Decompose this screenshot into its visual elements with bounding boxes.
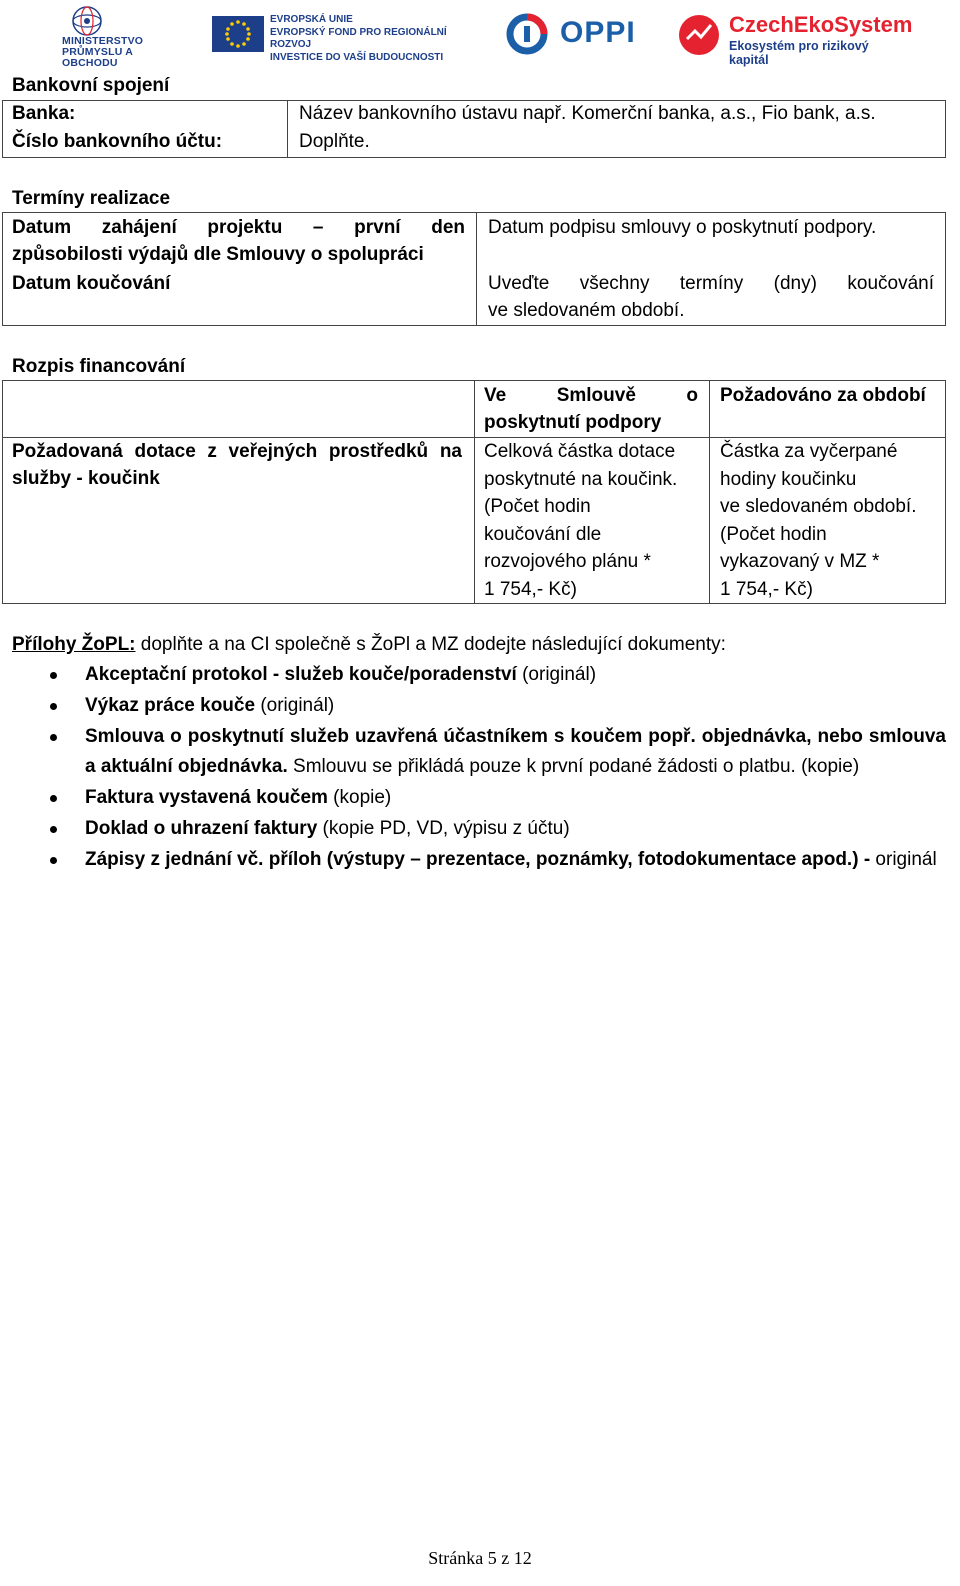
bullet-icon (50, 826, 57, 833)
bank-label: Banka: (12, 103, 76, 124)
contract-value: Celková částka dotace poskytnuté na koučink. (Počet hodin koučování dle rozvojového plánu * 1 754,- Kč) (484, 441, 678, 600)
contract-header-line2: poskytnutí podpory (484, 412, 662, 433)
start-date-label-line1: Datum zahájení projektu – první den (12, 217, 465, 238)
ces-emblem-icon (677, 13, 721, 57)
attachment-item: Doklad o uhrazení faktury (kopie PD, VD, výpisu z účtu) (40, 814, 946, 844)
czechekosystem-logo (677, 12, 913, 67)
period-value: Částka za vyčerpané hodiny koučinku ve sledovaném období. (Počet hodin vykazovaný v MZ * 1 754,- Kč) (720, 441, 917, 600)
coaching-date-value-line2: ve sledovaném období. (488, 300, 685, 321)
attachment-item: Faktura vystavená koučem (kopie) (40, 783, 946, 813)
bullet-icon (50, 734, 57, 741)
contract-header-line1: Ve Smlouvě o (484, 385, 698, 406)
account-label: Číslo bankovního účtu: (12, 131, 223, 152)
attachment-item: Smlouva o poskytnutí služeb uzavřená účastníkem s koučem popř. objednávka, nebo smlouva a aktuální objednávka. Smlouvu se přikládá pouze k první podané žádosti o platbu. (kopie) (40, 722, 946, 782)
mpo-emblem-icon (62, 4, 112, 38)
bank-table-divider (287, 100, 288, 158)
bullet-icon (50, 857, 57, 864)
bank-heading: Bankovní spojení (12, 75, 170, 96)
attachment-item: Akceptační protokol - služeb kouče/poradenství (originál) (40, 660, 946, 690)
bullet-icon (50, 703, 57, 710)
eu-flag-icon (212, 16, 264, 54)
eu-logo-text: EVROPSKÁ UNIE EVROPSKÝ FOND PRO REGIONÁLNÍ ROZVOJ INVESTICE DO VAŠÍ BUDOUCNOSTI (270, 14, 447, 63)
attachment-item: Zápisy z jednání vč. příloh (výstupy – prezentace, poznámky, fotodokumentace apod.) - originál (40, 845, 946, 875)
mpo-logo-text: MINISTERSTVO PRŮMYSLU A OBCHODU (62, 35, 144, 69)
bullet-icon (50, 672, 57, 679)
terms-table-divider (476, 212, 477, 326)
subsidy-label-line2: služby - koučink (12, 468, 160, 489)
eu-logo (212, 14, 460, 63)
start-date-label-line2: způsobilosti výdajů dle Smlouvy o spolupráci (12, 244, 424, 265)
attachments-intro (12, 634, 726, 656)
bullet-icon (50, 795, 57, 802)
terms-heading: Termíny realizace (12, 188, 171, 209)
financing-divider-2 (709, 380, 710, 604)
oppi-emblem-icon (505, 12, 553, 56)
financing-heading: Rozpis financování (12, 356, 186, 377)
page-number: Stránka 5 z 12 (428, 1548, 532, 1568)
attachments-intro-text: doplňte a na CI společně s ŽoPl a MZ dodejte následující dokumenty: (135, 634, 726, 655)
mpo-logo (62, 4, 174, 69)
attachments-intro-label: Přílohy ŽoPL: (12, 634, 136, 655)
ces-logo-subtitle: Ekosystém pro rizikový kapitál (729, 39, 869, 67)
start-date-value: Datum podpisu smlouvy o poskytnutí podpory. (488, 217, 877, 238)
ces-logo-title: CzechEkoSystem (729, 12, 913, 37)
coaching-date-label: Datum koučování (12, 273, 171, 294)
bank-value: Název bankovního ústavu např. Komerční banka, a.s., Fio bank, a.s. (299, 103, 876, 124)
attachments-list (40, 660, 946, 876)
oppi-logo-text: OPPI (560, 16, 636, 49)
oppi-logo (505, 12, 637, 56)
period-header: Požadováno za období (720, 385, 926, 406)
account-value: Doplňte. (299, 131, 370, 152)
coaching-date-value-line1: Uveďte všechny termíny (dny) koučování (488, 273, 934, 294)
subsidy-label-line1: Požadovaná dotace z veřejných prostředků na (12, 441, 462, 462)
financing-divider-1 (474, 380, 475, 604)
attachment-item: Výkaz práce kouče (originál) (40, 691, 946, 721)
